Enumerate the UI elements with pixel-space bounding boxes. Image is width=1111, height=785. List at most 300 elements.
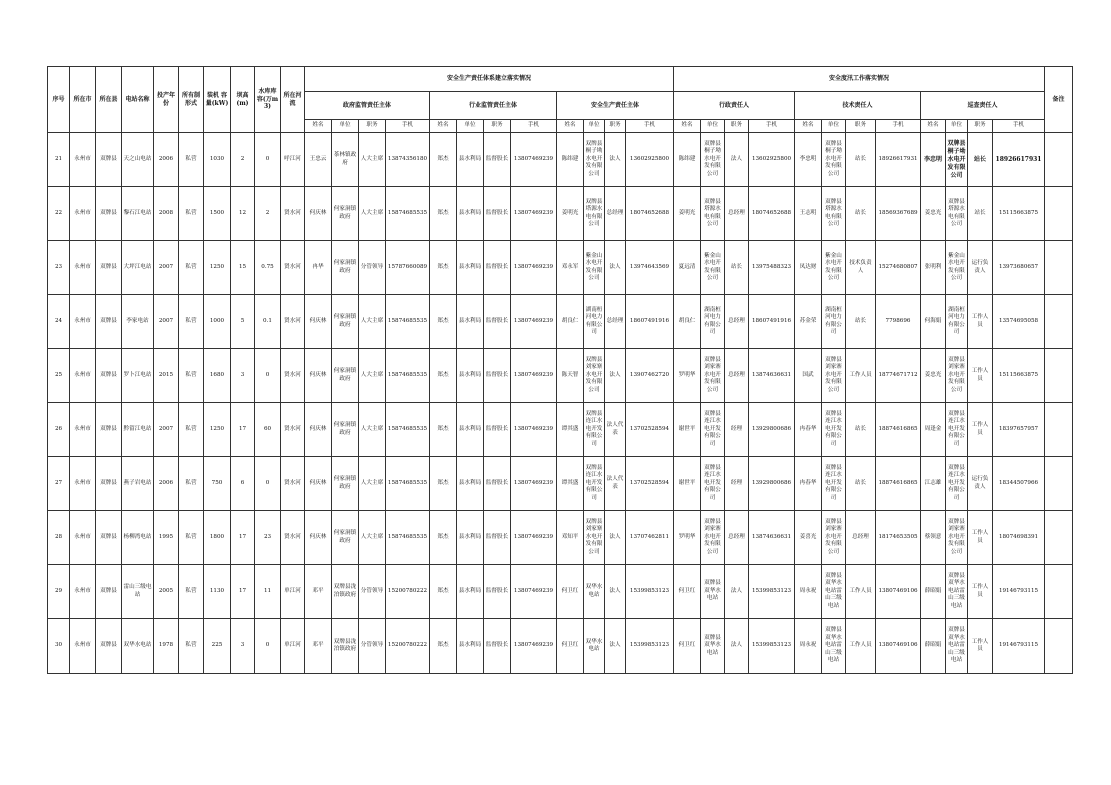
- cell-adm-phone: 13874636631: [749, 511, 795, 565]
- cell-pat-unit: 双牌县双华水电站雷山三级电站: [946, 565, 968, 619]
- cell-remark: [1045, 187, 1073, 241]
- cell-saf-name: 邓知平: [557, 511, 584, 565]
- cell-year: 2007: [154, 295, 179, 349]
- header-industry: 行业监管责任主体: [430, 92, 557, 120]
- cell-saf-unit: 紫金山水电开发有限公司: [584, 241, 605, 295]
- cell-adm-unit: 双牌县刘家寨水电开发有限公司: [701, 349, 725, 403]
- cell-seq: 24: [48, 295, 70, 349]
- cell-adm-duty: 经理: [725, 403, 749, 457]
- cell-city: 永州市: [70, 565, 96, 619]
- cell-adm-phone: 15399853123: [749, 565, 795, 619]
- cell-ownership: 私营: [179, 619, 204, 674]
- cell-capacity: 1250: [204, 403, 231, 457]
- subheader-phone: 手机: [386, 120, 430, 133]
- cell-pat-phone: 19146793115: [993, 619, 1045, 674]
- header-city: 所在市: [70, 67, 96, 133]
- cell-ind-phone: 13807469239: [511, 187, 557, 241]
- cell-ind-name: 郑杰: [430, 565, 457, 619]
- cell-adm-name: 何卫红: [674, 619, 701, 674]
- cell-saf-phone: 13907462720: [626, 349, 674, 403]
- cell-saf-unit: 双牌县刘家寨水电开发有限公司: [584, 511, 605, 565]
- table-row: [48, 511, 1073, 565]
- cell-saf-phone: 18607491916: [626, 295, 674, 349]
- cell-county: 双牌县: [96, 241, 122, 295]
- cell-ind-phone: 13807469239: [511, 295, 557, 349]
- cell-pat-name: 姜忠光: [921, 349, 946, 403]
- cell-saf-duty: 法人: [605, 619, 626, 674]
- subheader-duty: 职务: [484, 120, 511, 133]
- cell-river: 单江河: [281, 619, 305, 674]
- cell-saf-name: 邓永军: [557, 241, 584, 295]
- cell-seq: 30: [48, 619, 70, 674]
- cell-ind-name: 郑杰: [430, 511, 457, 565]
- cell-ind-duty: 监督股长: [484, 457, 511, 511]
- cell-gov-duty: 人大主席: [359, 133, 386, 187]
- cell-tec-name: 姜喜光: [795, 511, 822, 565]
- cell-adm-unit: 双牌县桐子坳水电开发有限公司: [701, 133, 725, 187]
- cell-saf-phone: 13602925800: [626, 133, 674, 187]
- cell-adm-phone: 18607491916: [749, 295, 795, 349]
- cell-tec-duty: 技术负责人: [846, 241, 876, 295]
- subheader-duty: 职务: [605, 120, 626, 133]
- cell-adm-duty: 法人: [725, 133, 749, 187]
- cell-adm-name: 何卫红: [674, 565, 701, 619]
- cell-gov-duty: 人大主席: [359, 295, 386, 349]
- cell-pat-name: 何海娟: [921, 295, 946, 349]
- table-row: [48, 187, 1073, 241]
- table-row: [48, 457, 1073, 511]
- cell-pat-phone: 13574695058: [993, 295, 1045, 349]
- cell-gov-unit: 何家洞镇政府: [332, 187, 359, 241]
- cell-ind-name: 郑杰: [430, 349, 457, 403]
- cell-city: 永州市: [70, 241, 96, 295]
- cell-adm-duty: 总经理: [725, 187, 749, 241]
- cell-saf-phone: 15399853123: [626, 565, 674, 619]
- header-flood-group: 安全度汛工作落实情况: [674, 67, 1045, 92]
- cell-tec-unit: 双牌县双华水电站雷山三级电站: [822, 619, 846, 674]
- cell-pat-name: 薛昭娟: [921, 565, 946, 619]
- cell-ind-unit: 县水利局: [457, 403, 484, 457]
- cell-county: 双牌县: [96, 565, 122, 619]
- cell-pat-unit: 双牌县刘家寨水电开发有限公司: [946, 349, 968, 403]
- header-safety-group: 安全生产责任体系建立落实情况: [305, 67, 674, 92]
- cell-pat-unit: 双牌县刘家寨水电开发有限公司: [946, 511, 968, 565]
- cell-ind-unit: 县水利局: [457, 295, 484, 349]
- cell-adm-unit: 双牌县连江水电开发有限公司: [701, 403, 725, 457]
- cell-saf-phone: 18074652688: [626, 187, 674, 241]
- subheader-name: 姓名: [557, 120, 584, 133]
- cell-gov-name: 邓平: [305, 565, 332, 619]
- cell-tec-unit: 湖南桓河电力有限公司: [822, 295, 846, 349]
- header-gov: 政府监管责任主体: [305, 92, 430, 120]
- cell-gov-phone: 15874685535: [386, 511, 430, 565]
- cell-capacity: 750: [204, 457, 231, 511]
- cell-river: 呼江河: [281, 133, 305, 187]
- cell-saf-duty: 法人: [605, 565, 626, 619]
- cell-year: 2006: [154, 133, 179, 187]
- cell-river: 贤水河: [281, 457, 305, 511]
- table-row: [48, 295, 1073, 349]
- table-body: [48, 133, 1073, 674]
- cell-saf-phone: 13974643569: [626, 241, 674, 295]
- cell-gov-duty: 分管领导: [359, 565, 386, 619]
- cell-saf-unit: 双华水电站: [584, 565, 605, 619]
- subheader-phone: 手机: [876, 120, 921, 133]
- cell-dam: 12: [231, 187, 255, 241]
- cell-dam: 3: [231, 349, 255, 403]
- cell-seq: 27: [48, 457, 70, 511]
- cell-pat-unit: 双牌县塔源水电有限公司: [946, 187, 968, 241]
- cell-adm-name: 胡良仁: [674, 295, 701, 349]
- cell-ownership: 私营: [179, 187, 204, 241]
- table-row: [48, 619, 1073, 674]
- cell-ind-name: 郑杰: [430, 457, 457, 511]
- subheader-unit: 单位: [822, 120, 846, 133]
- cell-saf-name: 陈天智: [557, 349, 584, 403]
- cell-tec-duty: 站长: [846, 187, 876, 241]
- cell-river: 贤水河: [281, 511, 305, 565]
- cell-county: 双牌县: [96, 349, 122, 403]
- cell-saf-duty: 法人代表: [605, 457, 626, 511]
- cell-ind-phone: 13807469239: [511, 133, 557, 187]
- cell-pat-name: 蔡领意: [921, 511, 946, 565]
- cell-ind-duty: 监督股长: [484, 403, 511, 457]
- subheader-name: 姓名: [305, 120, 332, 133]
- cell-tec-phone: 13807469106: [876, 619, 921, 674]
- cell-remark: [1045, 511, 1073, 565]
- cell-gov-duty: 分管领导: [359, 619, 386, 674]
- cell-adm-name: 陈纬建: [674, 133, 701, 187]
- cell-saf-duty: 总经理: [605, 295, 626, 349]
- cell-tec-duty: 工作人员: [846, 349, 876, 403]
- cell-dam: 15: [231, 241, 255, 295]
- cell-city: 永州市: [70, 511, 96, 565]
- cell-ind-duty: 监督股长: [484, 241, 511, 295]
- cell-pat-unit: 双牌县桐子坳水电开发有限公司: [946, 133, 968, 187]
- cell-dam: 2: [231, 133, 255, 187]
- subheader-phone: 手机: [749, 120, 795, 133]
- cell-capacity: 225: [204, 619, 231, 674]
- header-remark: 备注: [1045, 67, 1073, 133]
- cell-pat-unit: 紫金山水电开发有限公司: [946, 241, 968, 295]
- cell-seq: 21: [48, 133, 70, 187]
- header-patrol: 巡查责任人: [921, 92, 1045, 120]
- cell-station: 黔留江电站: [122, 403, 154, 457]
- subheader-name: 姓名: [430, 120, 457, 133]
- cell-pat-phone: 18344507966: [993, 457, 1045, 511]
- cell-adm-phone: 13975488323: [749, 241, 795, 295]
- cell-seq: 23: [48, 241, 70, 295]
- cell-year: 2015: [154, 349, 179, 403]
- cell-saf-duty: 法人: [605, 349, 626, 403]
- cell-saf-name: 谭其盛: [557, 403, 584, 457]
- cell-tec-unit: 双牌县刘家寨水电开发有限公司: [822, 511, 846, 565]
- cell-saf-duty: 法人: [605, 511, 626, 565]
- cell-adm-unit: 双牌县塔源水电有限公司: [701, 187, 725, 241]
- cell-saf-phone: 13707462811: [626, 511, 674, 565]
- cell-adm-name: 姜明光: [674, 187, 701, 241]
- cell-tec-name: 冉春华: [795, 403, 822, 457]
- cell-pat-name: 周逢金: [921, 403, 946, 457]
- cell-ind-duty: 监督股长: [484, 349, 511, 403]
- cell-gov-unit: 何家洞镇政府: [332, 403, 359, 457]
- cell-pat-duty: 工作人员: [968, 295, 993, 349]
- cell-river: 贤水河: [281, 349, 305, 403]
- cell-gov-phone: 15874685535: [386, 403, 430, 457]
- cell-ind-unit: 县水利局: [457, 619, 484, 674]
- cell-river: 贤水河: [281, 295, 305, 349]
- cell-city: 永州市: [70, 619, 96, 674]
- cell-saf-name: 陈纬建: [557, 133, 584, 187]
- subheader-duty: 职务: [725, 120, 749, 133]
- cell-tec-unit: 双牌县双华水电站雷山三级电站: [822, 565, 846, 619]
- cell-saf-unit: 双牌县连江水电开发有限公司: [584, 403, 605, 457]
- cell-adm-duty: 法人: [725, 619, 749, 674]
- cell-storage: 23: [255, 511, 281, 565]
- cell-city: 永州市: [70, 295, 96, 349]
- cell-saf-phone: 13702528594: [626, 403, 674, 457]
- cell-ind-name: 郑杰: [430, 241, 457, 295]
- header-admin: 行政责任人: [674, 92, 795, 120]
- cell-year: 1995: [154, 511, 179, 565]
- subheader-duty: 职务: [968, 120, 993, 133]
- cell-tec-name: 周永祝: [795, 565, 822, 619]
- cell-remark: [1045, 403, 1073, 457]
- cell-ind-unit: 县水利局: [457, 511, 484, 565]
- cell-adm-duty: 总经理: [725, 511, 749, 565]
- cell-saf-name: 何卫红: [557, 619, 584, 674]
- cell-saf-unit: 双牌县连江水电开发有限公司: [584, 457, 605, 511]
- cell-gov-unit: 何家洞镇政府: [332, 241, 359, 295]
- cell-ind-duty: 监督股长: [484, 133, 511, 187]
- cell-pat-name: 薛昭娟: [921, 619, 946, 674]
- subheader-unit: 单位: [457, 120, 484, 133]
- subheader-unit: 单位: [332, 120, 359, 133]
- cell-ownership: 私营: [179, 349, 204, 403]
- cell-pat-phone: 15115663875: [993, 187, 1045, 241]
- subheader-duty: 职务: [359, 120, 386, 133]
- cell-gov-unit: 茶林镇政府: [332, 133, 359, 187]
- cell-ind-phone: 13807469239: [511, 457, 557, 511]
- cell-ownership: 私营: [179, 511, 204, 565]
- cell-year: 2007: [154, 241, 179, 295]
- cell-county: 双牌县: [96, 133, 122, 187]
- cell-adm-phone: 13874636631: [749, 349, 795, 403]
- cell-dam: 5: [231, 295, 255, 349]
- subheader-phone: 手机: [511, 120, 557, 133]
- cell-ind-phone: 13807469239: [511, 511, 557, 565]
- cell-ind-name: 郑杰: [430, 187, 457, 241]
- cell-pat-unit: 双牌县连江水电开发有限公司: [946, 457, 968, 511]
- cell-pat-duty: 工作人员: [968, 403, 993, 457]
- cell-tec-unit: 双牌县连江水电开发有限公司: [822, 457, 846, 511]
- header-county: 所在县: [96, 67, 122, 133]
- cell-storage: 0: [255, 457, 281, 511]
- cell-pat-duty: 工作人员: [968, 565, 993, 619]
- cell-saf-duty: 法人代表: [605, 403, 626, 457]
- cell-remark: [1045, 133, 1073, 187]
- cell-year: 2006: [154, 457, 179, 511]
- cell-ind-phone: 13807469239: [511, 241, 557, 295]
- cell-pat-duty: 运行负责人: [968, 457, 993, 511]
- cell-ind-phone: 13807469239: [511, 403, 557, 457]
- cell-pat-phone: 18926617931: [993, 133, 1045, 187]
- cell-ind-duty: 监督股长: [484, 619, 511, 674]
- cell-ind-unit: 县水利局: [457, 187, 484, 241]
- cell-saf-duty: 总经理: [605, 187, 626, 241]
- header-seq: 序号: [48, 67, 70, 133]
- cell-seq: 26: [48, 403, 70, 457]
- cell-tec-phone: 13807469106: [876, 565, 921, 619]
- cell-storage: 0: [255, 133, 281, 187]
- cell-tec-phone: 18174653505: [876, 511, 921, 565]
- cell-city: 永州市: [70, 349, 96, 403]
- cell-tec-phone: 18774671712: [876, 349, 921, 403]
- header-year: 投产年份: [154, 67, 179, 133]
- cell-city: 永州市: [70, 187, 96, 241]
- cell-pat-phone: 18397657957: [993, 403, 1045, 457]
- cell-gov-unit: 何家洞镇政府: [332, 511, 359, 565]
- cell-storage: 11: [255, 565, 281, 619]
- cell-storage: 2: [255, 187, 281, 241]
- cell-gov-unit: 何家洞镇政府: [332, 349, 359, 403]
- subheader-name: 姓名: [795, 120, 822, 133]
- cell-adm-duty: 经理: [725, 457, 749, 511]
- cell-gov-phone: 15874685535: [386, 295, 430, 349]
- cell-pat-unit: 双牌县双华水电站雷山三级电站: [946, 619, 968, 674]
- cell-adm-unit: 双牌县连江水电开发有限公司: [701, 457, 725, 511]
- cell-pat-name: 李忠明: [921, 133, 946, 187]
- cell-station: 双华水电站: [122, 619, 154, 674]
- cell-ind-unit: 县水利局: [457, 565, 484, 619]
- subheader-unit: 单位: [946, 120, 968, 133]
- cell-station: 黎石江电站: [122, 187, 154, 241]
- cell-gov-duty: 人大主席: [359, 187, 386, 241]
- cell-gov-name: 何庆林: [305, 511, 332, 565]
- cell-tec-duty: 站长: [846, 295, 876, 349]
- cell-river: 贤水河: [281, 187, 305, 241]
- header-station: 电站名称: [122, 67, 154, 133]
- cell-pat-phone: 13973680657: [993, 241, 1045, 295]
- cell-saf-name: 姜明光: [557, 187, 584, 241]
- cell-tec-phone: 18926617931: [876, 133, 921, 187]
- cell-adm-phone: 13929800686: [749, 457, 795, 511]
- cell-ind-name: 郑杰: [430, 295, 457, 349]
- subheader-name: 姓名: [921, 120, 946, 133]
- cell-saf-duty: 法人: [605, 133, 626, 187]
- cell-pat-phone: 19146793115: [993, 565, 1045, 619]
- header-safety-subject: 安全生产责任主体: [557, 92, 674, 120]
- cell-tec-unit: 紫金山水电开发有限公司: [822, 241, 846, 295]
- cell-adm-phone: 13602925800: [749, 133, 795, 187]
- cell-station: 燕子岩电站: [122, 457, 154, 511]
- cell-tec-name: 凤达财: [795, 241, 822, 295]
- cell-gov-name: 王忠云: [305, 133, 332, 187]
- cell-tec-duty: 总经理: [846, 511, 876, 565]
- subheader-name: 姓名: [674, 120, 701, 133]
- cell-storage: 60: [255, 403, 281, 457]
- cell-tec-unit: 双牌县桐子坳水电开发有限公司: [822, 133, 846, 187]
- cell-ind-name: 郑杰: [430, 619, 457, 674]
- cell-adm-unit: 双牌县双华水电站: [701, 565, 725, 619]
- cell-adm-phone: 18074652688: [749, 187, 795, 241]
- cell-county: 双牌县: [96, 457, 122, 511]
- cell-pat-name: 姜忠光: [921, 187, 946, 241]
- cell-ownership: 私营: [179, 295, 204, 349]
- cell-ind-unit: 县水利局: [457, 241, 484, 295]
- cell-ind-duty: 监督股长: [484, 511, 511, 565]
- cell-adm-unit: 紫金山水电开发有限公司: [701, 241, 725, 295]
- cell-gov-name: 冉华: [305, 241, 332, 295]
- cell-river: 贤水河: [281, 241, 305, 295]
- cell-tec-unit: 双牌县连江水电开发有限公司: [822, 403, 846, 457]
- cell-station: 雷山三级电站: [122, 565, 154, 619]
- cell-saf-unit: 双牌县刘家寨水电开发有限公司: [584, 349, 605, 403]
- cell-pat-duty: 工作人员: [968, 349, 993, 403]
- cell-ownership: 私营: [179, 241, 204, 295]
- cell-tec-unit: 双牌县塔源水电有限公司: [822, 187, 846, 241]
- table-row: [48, 133, 1073, 187]
- cell-saf-unit: 湖南桓河电力有限公司: [584, 295, 605, 349]
- cell-pat-unit: 双牌县连江水电开发有限公司: [946, 403, 968, 457]
- cell-ownership: 私营: [179, 457, 204, 511]
- cell-capacity: 1130: [204, 565, 231, 619]
- cell-gov-duty: 人大主席: [359, 349, 386, 403]
- cell-saf-name: 何卫红: [557, 565, 584, 619]
- cell-tec-name: 李忠明: [795, 133, 822, 187]
- cell-pat-phone: 18074698391: [993, 511, 1045, 565]
- subheader-unit: 单位: [584, 120, 605, 133]
- cell-dam: 6: [231, 457, 255, 511]
- cell-county: 双牌县: [96, 619, 122, 674]
- cell-tec-name: 苏金荣: [795, 295, 822, 349]
- cell-saf-duty: 法人: [605, 241, 626, 295]
- cell-gov-phone: 15874685535: [386, 349, 430, 403]
- cell-river: 单江河: [281, 565, 305, 619]
- cell-adm-unit: 双牌县双华水电站: [701, 619, 725, 674]
- cell-saf-name: 胡良仁: [557, 295, 584, 349]
- cell-pat-duty: 站长: [968, 133, 993, 187]
- cell-gov-name: 何庆林: [305, 295, 332, 349]
- cell-gov-duty: 人大主席: [359, 511, 386, 565]
- cell-capacity: 1500: [204, 187, 231, 241]
- header-dam-height: 坝高(m): [231, 67, 255, 133]
- cell-dam: 17: [231, 511, 255, 565]
- cell-station: 罗卜江电站: [122, 349, 154, 403]
- cell-station: 杨柳湾电站: [122, 511, 154, 565]
- cell-ind-name: 郑杰: [430, 133, 457, 187]
- header-tech: 技术责任人: [795, 92, 921, 120]
- cell-gov-phone: 15200780222: [386, 565, 430, 619]
- cell-gov-name: 何庆林: [305, 187, 332, 241]
- cell-adm-unit: 湖南桓河电力有限公司: [701, 295, 725, 349]
- cell-ind-phone: 13807469239: [511, 619, 557, 674]
- cell-remark: [1045, 349, 1073, 403]
- cell-adm-name: 罗明华: [674, 511, 701, 565]
- cell-remark: [1045, 457, 1073, 511]
- cell-storage: 0: [255, 619, 281, 674]
- cell-gov-phone: 15200780222: [386, 619, 430, 674]
- cell-gov-phone: 15787660089: [386, 241, 430, 295]
- cell-city: 永州市: [70, 457, 96, 511]
- cell-adm-phone: 13929800686: [749, 403, 795, 457]
- cell-seq: 28: [48, 511, 70, 565]
- cell-tec-duty: 站长: [846, 403, 876, 457]
- cell-city: 永州市: [70, 403, 96, 457]
- cell-ind-phone: 13807469239: [511, 349, 557, 403]
- cell-tec-name: 冉春华: [795, 457, 822, 511]
- cell-county: 双牌县: [96, 403, 122, 457]
